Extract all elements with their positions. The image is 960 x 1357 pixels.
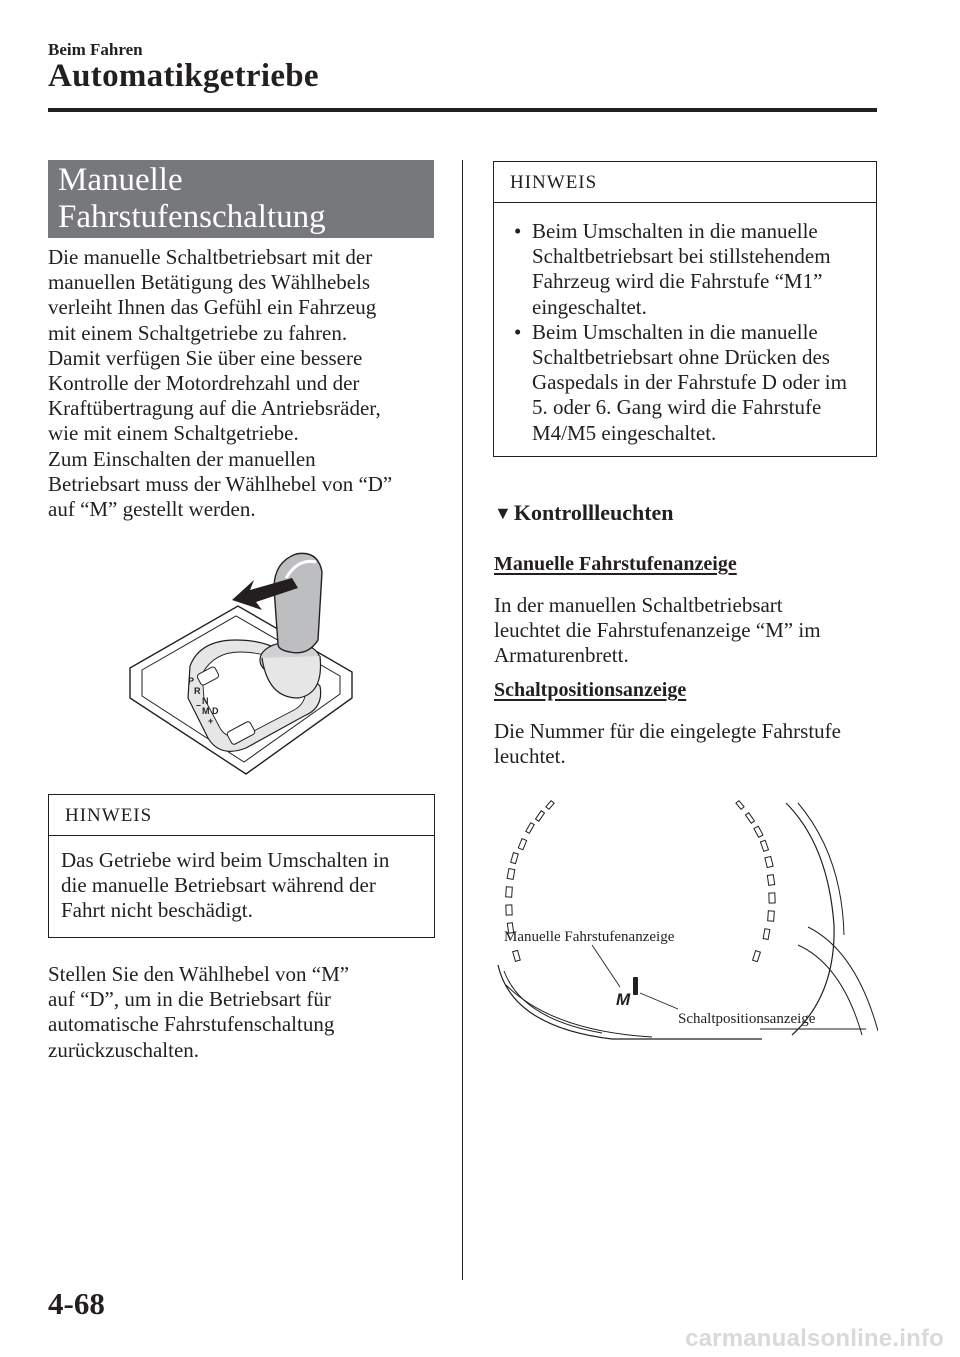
manual-indicator-letter: M [616,990,631,1009]
text-line: leuchtet die Fahrstufenanzeige “M” im [494,618,821,643]
text-line: die manuelle Betriebsart während der [61,873,376,898]
triangle-down-icon: ▼ [494,503,512,523]
text-line: Schaltbetriebsart bei stillstehendem [532,244,831,269]
bullet-icon: • [514,319,522,344]
text-line: 5. oder 6. Gang wird die Fahrstufe [532,395,822,420]
intro-paragraph [48,245,438,522]
watermark: carmanualsonline.info [685,1325,944,1352]
text-line: automatische Fahrstufenschaltung [48,1012,335,1037]
gear-label-d: D [212,706,219,716]
indicators-heading [494,500,674,526]
text-line: zurückzuschalten. [48,1037,200,1062]
text-line: Betriebsart muss der Wählhebel von “D” [48,471,393,496]
topic-title-line: Manuelle [58,162,183,198]
text-line: Die manuelle Schaltbetriebsart mit der [48,245,373,269]
section-kicker: Beim Fahren [48,40,143,59]
gear-label-minus: – [196,700,202,710]
text-line: manuellen Betätigung des Wählhebels [48,270,371,295]
page-number: 4-68 [48,1286,105,1321]
text-line: Damit verfügen Sie über eine bessere [48,345,363,370]
return-paragraph [48,962,438,1063]
text-line: Die Nummer für die eingelegte Fahrstufe [494,719,841,743]
note-bullet-list [494,203,876,446]
text-line: M4/M5 eingeschaltet. [532,420,717,445]
note-heading: HINWEIS [494,162,876,203]
bullet-icon: • [514,219,522,243]
gear-selector-illustration [128,548,354,776]
gear-label-r: R [194,686,201,696]
text-line: Zum Einschalten der manuellen [48,446,316,471]
topic-title-line: Fahrstufenschaltung [58,199,326,235]
text-line: verleiht Ihnen das Gefühl ein Fahrzeug [48,295,377,320]
gear-label-n: N [202,696,209,706]
text-line: Kraftübertragung auf die Antriebsräder, [48,396,381,421]
text-line: Gaspedals in der Fahrstufe D oder im [532,370,847,395]
gear-position-digit [633,977,638,995]
text-line: Fahrzeug wird die Fahrstufe “M1” [532,269,823,294]
position-indicator-paragraph [494,719,874,769]
text-line: Das Getriebe wird beim Umschalten in [61,848,390,872]
topic-banner [48,160,434,238]
list-item [514,219,876,320]
column-divider [462,160,463,1280]
text-line: Kontrolle der Motordrehzahl und der [48,371,360,396]
gear-label-plus: + [208,716,214,726]
text-line: eingeschaltet. [532,294,647,319]
text-line: wie mit einem Schaltgetriebe. [48,421,299,446]
manual-indicator-heading: Manuelle Fahrstufenanzeige [494,553,737,575]
label-manual-indicator: Manuelle Fahrstufenanzeige [504,929,675,945]
text-line: In der manuellen Schaltbetriebsart [494,593,783,617]
manual-indicator-paragraph [494,593,874,669]
note-box-driving [48,794,435,938]
list-item [514,320,876,446]
note-body [49,836,434,924]
text-line: auf “M” gestellt werden. [48,497,256,522]
label-position-indicator: Schaltpositionsanzeige [678,1011,816,1027]
text-line: Armaturenbrett. [494,643,629,668]
gear-label-p: P [188,676,195,686]
text-line: mit einem Schaltgetriebe zu fahren. [48,320,348,345]
text-line: leuchtet. [494,744,566,769]
text-line: Beim Umschalten in die manuelle [532,219,818,243]
indicators-heading-text: Kontrollleuchten [513,500,674,525]
position-indicator-heading: Schaltpositionsanzeige [494,679,687,701]
text-line: Beim Umschalten in die manuelle [532,319,818,344]
note-heading: HINWEIS [49,795,434,836]
text-line: Fahrt nicht beschädigt. [61,898,253,923]
text-line: Stellen Sie den Wählhebel von “M” [48,962,350,986]
page-title: Automatikgetriebe [48,58,319,94]
text-line: auf “D”, um in die Betriebsart für [48,987,331,1012]
note-box-mode-switch [493,161,877,457]
instrument-cluster-illustration [492,795,878,1045]
header-rule [48,108,877,112]
text-line: Schaltbetriebsart ohne Drücken des [532,345,830,370]
gear-label-m: M [202,706,210,716]
